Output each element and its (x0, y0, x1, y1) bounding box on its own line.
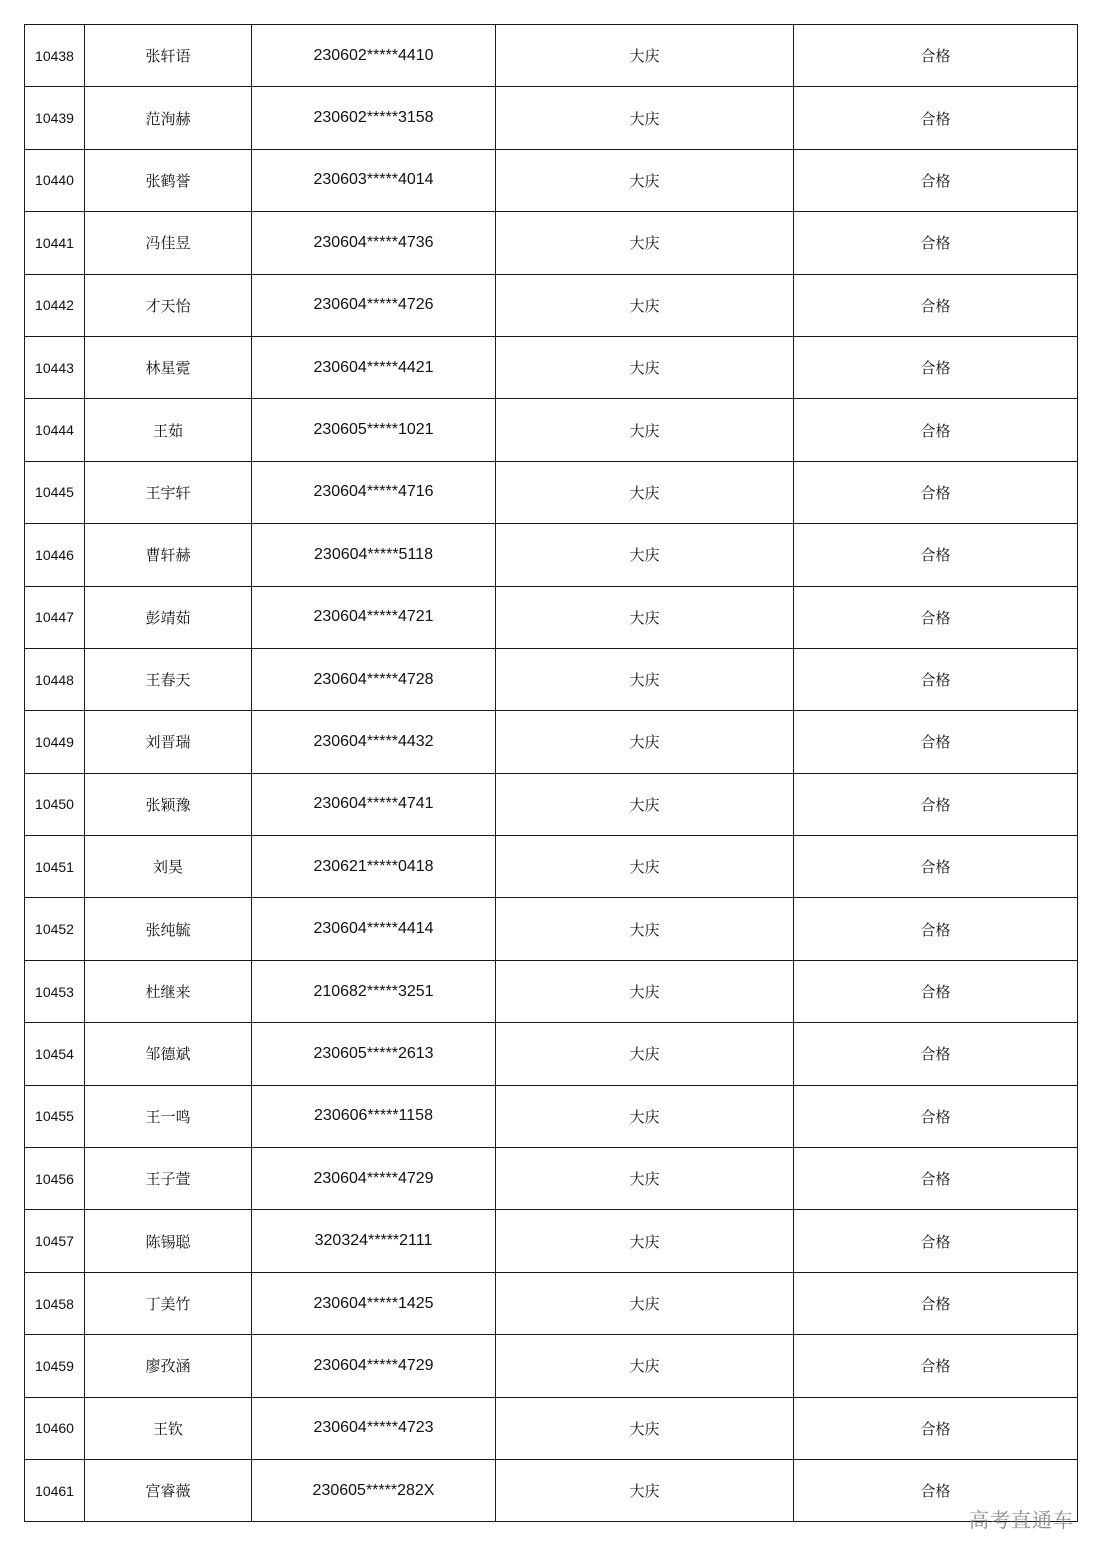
candidate-name-cell: 廖孜涵 (85, 1335, 252, 1397)
watermark-text: 高考直通车 (969, 1508, 1074, 1532)
candidate-name-cell: 王春天 (85, 648, 252, 710)
serial-number-cell: 10438 (25, 25, 85, 87)
serial-number-cell: 10453 (25, 960, 85, 1022)
region-cell: 大庆 (496, 87, 794, 149)
serial-number-cell: 10457 (25, 1210, 85, 1272)
candidate-name-cell: 张纯毓 (85, 898, 252, 960)
table-row (25, 399, 1078, 461)
table-row (25, 336, 1078, 398)
result-cell: 合格 (794, 1023, 1078, 1085)
result-cell: 合格 (794, 898, 1078, 960)
region-cell: 大庆 (496, 1335, 794, 1397)
candidate-name-cell: 刘晋瑞 (85, 711, 252, 773)
region-cell: 大庆 (496, 336, 794, 398)
region-cell: 大庆 (496, 1210, 794, 1272)
id-number-cell: 230604*****4716 (252, 461, 496, 523)
region-cell: 大庆 (496, 960, 794, 1022)
id-number-cell: 230604*****4726 (252, 274, 496, 336)
region-cell: 大庆 (496, 1085, 794, 1147)
table-row (25, 1148, 1078, 1210)
result-cell: 合格 (794, 25, 1078, 87)
result-cell: 合格 (794, 1459, 1078, 1521)
candidate-name-cell: 林星霓 (85, 336, 252, 398)
region-cell: 大庆 (496, 711, 794, 773)
id-number-cell: 230606*****1158 (252, 1085, 496, 1147)
candidate-name-cell: 王子萱 (85, 1148, 252, 1210)
region-cell: 大庆 (496, 836, 794, 898)
id-number-cell: 230604*****4741 (252, 773, 496, 835)
region-cell: 大庆 (496, 461, 794, 523)
region-cell: 大庆 (496, 149, 794, 211)
id-number-cell: 230621*****0418 (252, 836, 496, 898)
table-row (25, 149, 1078, 211)
id-number-cell: 230603*****4014 (252, 149, 496, 211)
result-cell: 合格 (794, 1148, 1078, 1210)
table-row (25, 1085, 1078, 1147)
table-row (25, 1397, 1078, 1459)
candidate-name-cell: 王一鸣 (85, 1085, 252, 1147)
candidate-name-cell: 邹德斌 (85, 1023, 252, 1085)
table-row (25, 212, 1078, 274)
serial-number-cell: 10445 (25, 461, 85, 523)
table-row (25, 461, 1078, 523)
serial-number-cell: 10439 (25, 87, 85, 149)
table-row (25, 586, 1078, 648)
id-number-cell: 230604*****4414 (252, 898, 496, 960)
result-cell: 合格 (794, 586, 1078, 648)
result-cell: 合格 (794, 274, 1078, 336)
result-cell: 合格 (794, 836, 1078, 898)
result-cell: 合格 (794, 1397, 1078, 1459)
id-number-cell: 230604*****4728 (252, 648, 496, 710)
candidate-name-cell: 才天怡 (85, 274, 252, 336)
candidate-name-cell: 王茹 (85, 399, 252, 461)
region-cell: 大庆 (496, 212, 794, 274)
id-number-cell: 230604*****4729 (252, 1335, 496, 1397)
table-row (25, 836, 1078, 898)
result-cell: 合格 (794, 524, 1078, 586)
id-number-cell: 230604*****4736 (252, 212, 496, 274)
serial-number-cell: 10460 (25, 1397, 85, 1459)
candidate-name-cell: 范洵赫 (85, 87, 252, 149)
result-cell: 合格 (794, 960, 1078, 1022)
candidate-name-cell: 张轩语 (85, 25, 252, 87)
serial-number-cell: 10461 (25, 1459, 85, 1521)
result-cell: 合格 (794, 1272, 1078, 1334)
serial-number-cell: 10444 (25, 399, 85, 461)
candidate-name-cell: 宫睿薇 (85, 1459, 252, 1521)
result-cell: 合格 (794, 87, 1078, 149)
candidate-name-cell: 丁美竹 (85, 1272, 252, 1334)
serial-number-cell: 10441 (25, 212, 85, 274)
serial-number-cell: 10450 (25, 773, 85, 835)
serial-number-cell: 10442 (25, 274, 85, 336)
table-row (25, 1023, 1078, 1085)
table-row (25, 25, 1078, 87)
results-table-body (25, 25, 1078, 1522)
serial-number-cell: 10458 (25, 1272, 85, 1334)
table-row (25, 648, 1078, 710)
result-cell: 合格 (794, 773, 1078, 835)
candidate-name-cell: 张鹤誉 (85, 149, 252, 211)
table-row (25, 960, 1078, 1022)
region-cell: 大庆 (496, 524, 794, 586)
candidate-name-cell: 陈锡聪 (85, 1210, 252, 1272)
id-number-cell: 230604*****4721 (252, 586, 496, 648)
serial-number-cell: 10454 (25, 1023, 85, 1085)
result-cell: 合格 (794, 1085, 1078, 1147)
serial-number-cell: 10448 (25, 648, 85, 710)
serial-number-cell: 10456 (25, 1148, 85, 1210)
region-cell: 大庆 (496, 1148, 794, 1210)
candidate-name-cell: 冯佳昱 (85, 212, 252, 274)
region-cell: 大庆 (496, 648, 794, 710)
id-number-cell: 230605*****282X (252, 1459, 496, 1521)
region-cell: 大庆 (496, 399, 794, 461)
result-cell: 合格 (794, 648, 1078, 710)
id-number-cell: 230605*****2613 (252, 1023, 496, 1085)
result-cell: 合格 (794, 1210, 1078, 1272)
candidate-name-cell: 杜继来 (85, 960, 252, 1022)
table-row (25, 1335, 1078, 1397)
id-number-cell: 230604*****4421 (252, 336, 496, 398)
candidate-name-cell: 王钦 (85, 1397, 252, 1459)
region-cell: 大庆 (496, 1397, 794, 1459)
serial-number-cell: 10447 (25, 586, 85, 648)
serial-number-cell: 10452 (25, 898, 85, 960)
region-cell: 大庆 (496, 898, 794, 960)
id-number-cell: 230605*****1021 (252, 399, 496, 461)
serial-number-cell: 10449 (25, 711, 85, 773)
result-cell: 合格 (794, 399, 1078, 461)
region-cell: 大庆 (496, 586, 794, 648)
id-number-cell: 230604*****4729 (252, 1148, 496, 1210)
table-row (25, 87, 1078, 149)
region-cell: 大庆 (496, 1272, 794, 1334)
id-number-cell: 230604*****5118 (252, 524, 496, 586)
region-cell: 大庆 (496, 274, 794, 336)
result-cell: 合格 (794, 149, 1078, 211)
candidate-name-cell: 彭靖茹 (85, 586, 252, 648)
serial-number-cell: 10455 (25, 1085, 85, 1147)
table-row (25, 524, 1078, 586)
region-cell: 大庆 (496, 1023, 794, 1085)
serial-number-cell: 10440 (25, 149, 85, 211)
id-number-cell: 230602*****4410 (252, 25, 496, 87)
candidate-name-cell: 王宇轩 (85, 461, 252, 523)
id-number-cell: 230604*****1425 (252, 1272, 496, 1334)
table-row (25, 1210, 1078, 1272)
result-cell: 合格 (794, 1335, 1078, 1397)
result-cell: 合格 (794, 461, 1078, 523)
candidate-name-cell: 张颖豫 (85, 773, 252, 835)
table-row (25, 898, 1078, 960)
id-number-cell: 230604*****4723 (252, 1397, 496, 1459)
candidate-name-cell: 曹轩赫 (85, 524, 252, 586)
serial-number-cell: 10443 (25, 336, 85, 398)
id-number-cell: 230602*****3158 (252, 87, 496, 149)
id-number-cell: 320324*****2111 (252, 1210, 496, 1272)
table-row (25, 1459, 1078, 1521)
table-row (25, 274, 1078, 336)
table-row (25, 711, 1078, 773)
table-row (25, 773, 1078, 835)
result-cell: 合格 (794, 336, 1078, 398)
result-cell: 合格 (794, 711, 1078, 773)
serial-number-cell: 10446 (25, 524, 85, 586)
serial-number-cell: 10459 (25, 1335, 85, 1397)
region-cell: 大庆 (496, 773, 794, 835)
id-number-cell: 210682*****3251 (252, 960, 496, 1022)
id-number-cell: 230604*****4432 (252, 711, 496, 773)
result-cell: 合格 (794, 212, 1078, 274)
region-cell: 大庆 (496, 25, 794, 87)
candidate-name-cell: 刘昊 (85, 836, 252, 898)
results-table (24, 24, 1078, 1522)
serial-number-cell: 10451 (25, 836, 85, 898)
region-cell: 大庆 (496, 1459, 794, 1521)
table-row (25, 1272, 1078, 1334)
